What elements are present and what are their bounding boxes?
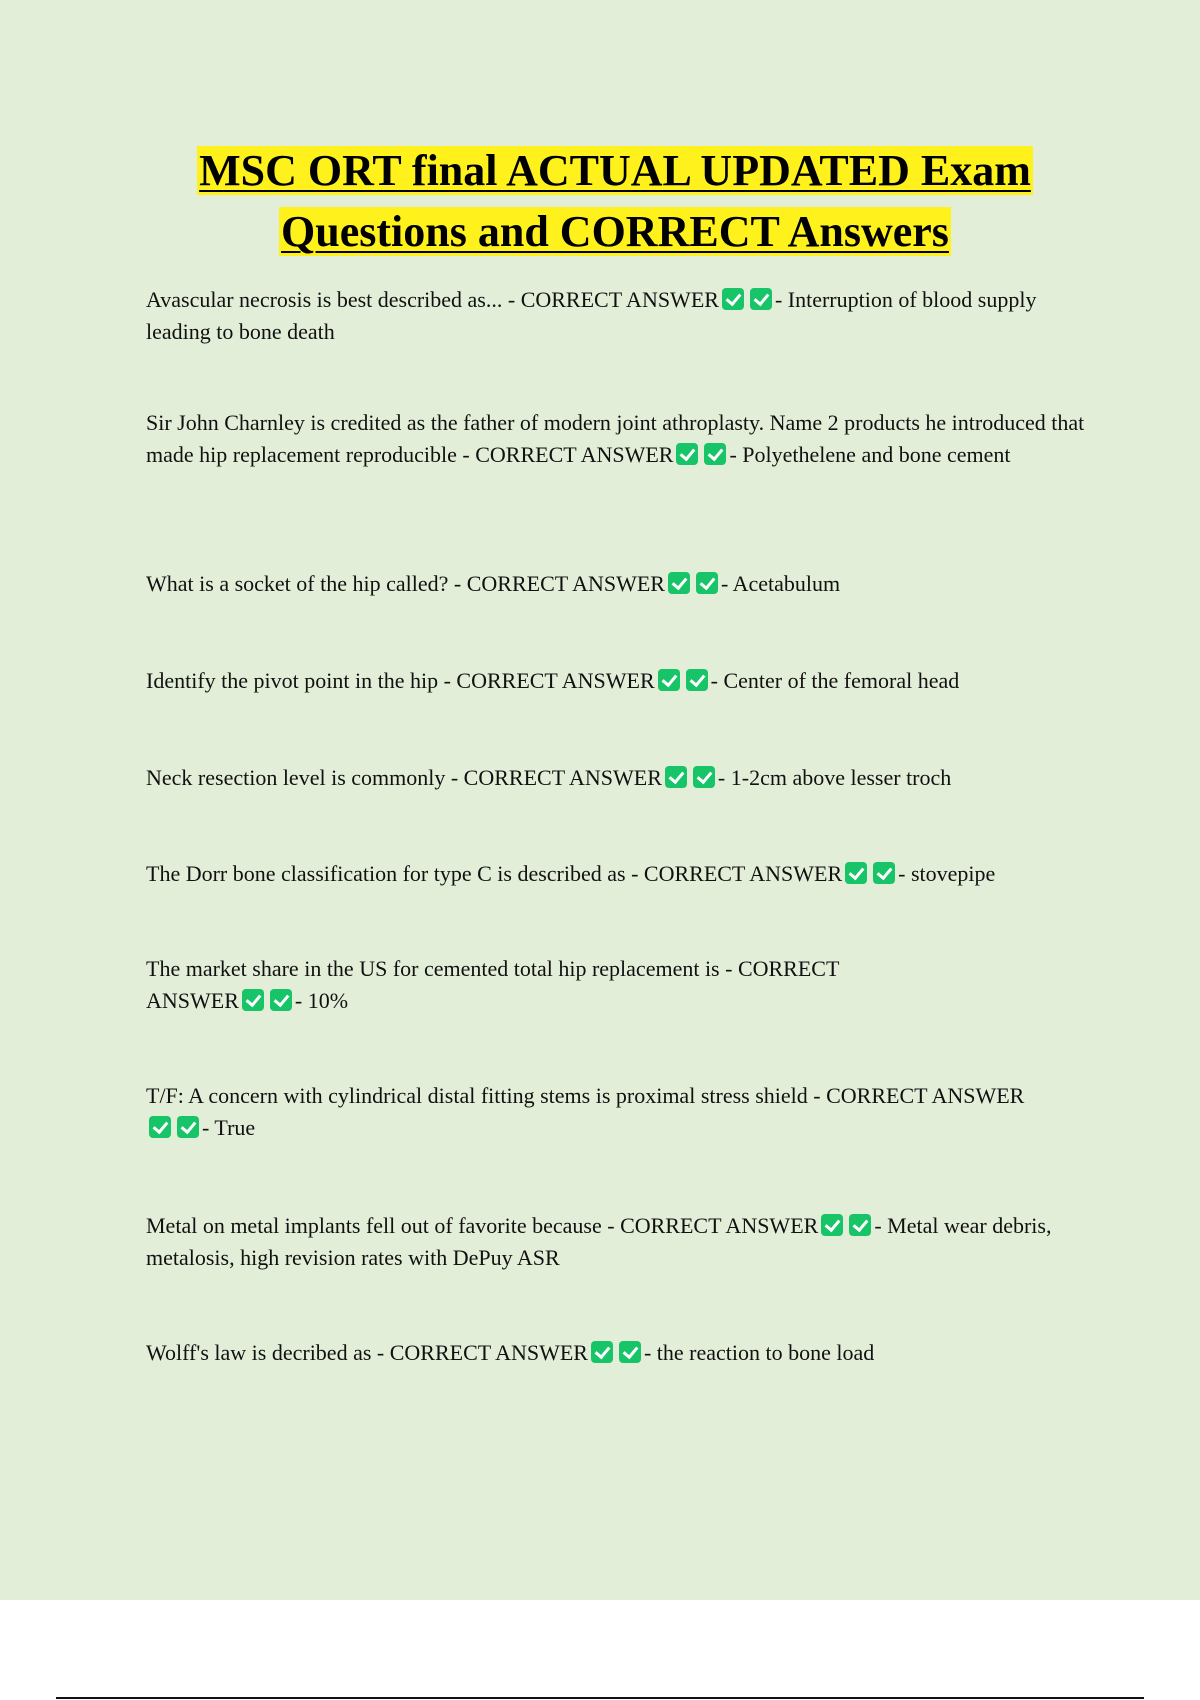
answer-marker: - CORRECT ANSWER — [507, 287, 719, 312]
question-text: Sir John Charnley is credited as the father of modern joint athroplasty. Name 2 products he introduced that made hip replacement reproducible — [146, 410, 1085, 467]
answer-marker: - CORRECT ANSWER — [813, 1083, 1025, 1108]
green-check-mark-icon — [722, 288, 744, 310]
qa-item-2 — [146, 407, 1096, 471]
answer-marker: - CORRECT ANSWER — [376, 1340, 588, 1365]
question-text: Wolff's law is decribed as — [146, 1340, 372, 1365]
title-line-2: Questions and CORRECT Answers — [281, 207, 949, 256]
qa-item-5 — [146, 762, 1096, 794]
green-check-mark-icon — [849, 1214, 871, 1236]
answer-text: - Acetabulum — [720, 571, 841, 596]
qa-item-10 — [146, 1337, 1096, 1369]
document-title — [110, 140, 1120, 262]
answer-marker: - CORRECT ANSWER — [453, 571, 665, 596]
answer-text: - Polyethelene and bone cement — [729, 442, 1011, 467]
question-text: The market share in the US for cemented total hip replacement is — [146, 956, 720, 981]
answer-marker: - CORRECT ANSWER — [631, 861, 843, 886]
answer-marker: - CORRECT ANSWER — [443, 668, 655, 693]
green-check-mark-icon — [242, 989, 264, 1011]
answer-text: - Metal wear debris, metalosis, high revision rates with DePuy ASR — [146, 1213, 1052, 1270]
green-check-mark-icon — [845, 862, 867, 884]
footer-rule — [56, 1697, 1144, 1699]
answer-text: - 10% — [294, 988, 349, 1013]
green-check-mark-icon — [177, 1116, 199, 1138]
green-check-mark-icon — [658, 669, 680, 691]
qa-item-9 — [146, 1210, 1096, 1274]
qa-item-3 — [146, 568, 1096, 600]
title-line-1: MSC ORT final ACTUAL UPDATED Exam — [199, 146, 1031, 195]
question-text: Identify the pivot point in the hip — [146, 668, 439, 693]
qa-item-4 — [146, 665, 1096, 697]
qa-item-7 — [146, 953, 926, 1017]
qa-item-8 — [146, 1080, 1026, 1144]
question-text: T/F: A concern with cylindrical distal fitting stems is proximal stress shield — [146, 1083, 808, 1108]
answer-text: - the reaction to bone load — [643, 1340, 875, 1365]
answer-text: - stovepipe — [898, 861, 996, 886]
green-check-mark-icon — [619, 1341, 641, 1363]
green-check-mark-icon — [149, 1116, 171, 1138]
green-check-mark-icon — [668, 572, 690, 594]
green-check-mark-icon — [873, 862, 895, 884]
green-check-mark-icon — [821, 1214, 843, 1236]
question-text: Avascular necrosis is best described as... — [146, 287, 503, 312]
green-check-mark-icon — [665, 766, 687, 788]
green-check-mark-icon — [676, 443, 698, 465]
answer-marker: - CORRECT ANSWER — [607, 1213, 819, 1238]
green-check-mark-icon — [750, 288, 772, 310]
answer-text: - Interruption of blood supply leading to bone death — [146, 287, 1037, 344]
question-text: Metal on metal implants fell out of favorite because — [146, 1213, 602, 1238]
answer-marker: - CORRECT ANSWER — [450, 765, 662, 790]
answer-text: - 1-2cm above lesser troch — [717, 765, 952, 790]
answer-marker: - CORRECT ANSWER — [146, 956, 840, 1013]
answer-text: - True — [202, 1115, 256, 1140]
qa-item-6 — [146, 858, 1096, 890]
answer-text: - Center of the femoral head — [710, 668, 960, 693]
green-check-mark-icon — [696, 572, 718, 594]
question-text: The Dorr bone classification for type C is described as — [146, 861, 626, 886]
answer-marker: - CORRECT ANSWER — [462, 442, 674, 467]
question-text: What is a socket of the hip called? — [146, 571, 449, 596]
question-text: Neck resection level is commonly — [146, 765, 446, 790]
green-check-mark-icon — [686, 669, 708, 691]
qa-item-1 — [146, 284, 1096, 348]
green-check-mark-icon — [704, 443, 726, 465]
green-check-mark-icon — [693, 766, 715, 788]
green-check-mark-icon — [270, 989, 292, 1011]
green-check-mark-icon — [591, 1341, 613, 1363]
